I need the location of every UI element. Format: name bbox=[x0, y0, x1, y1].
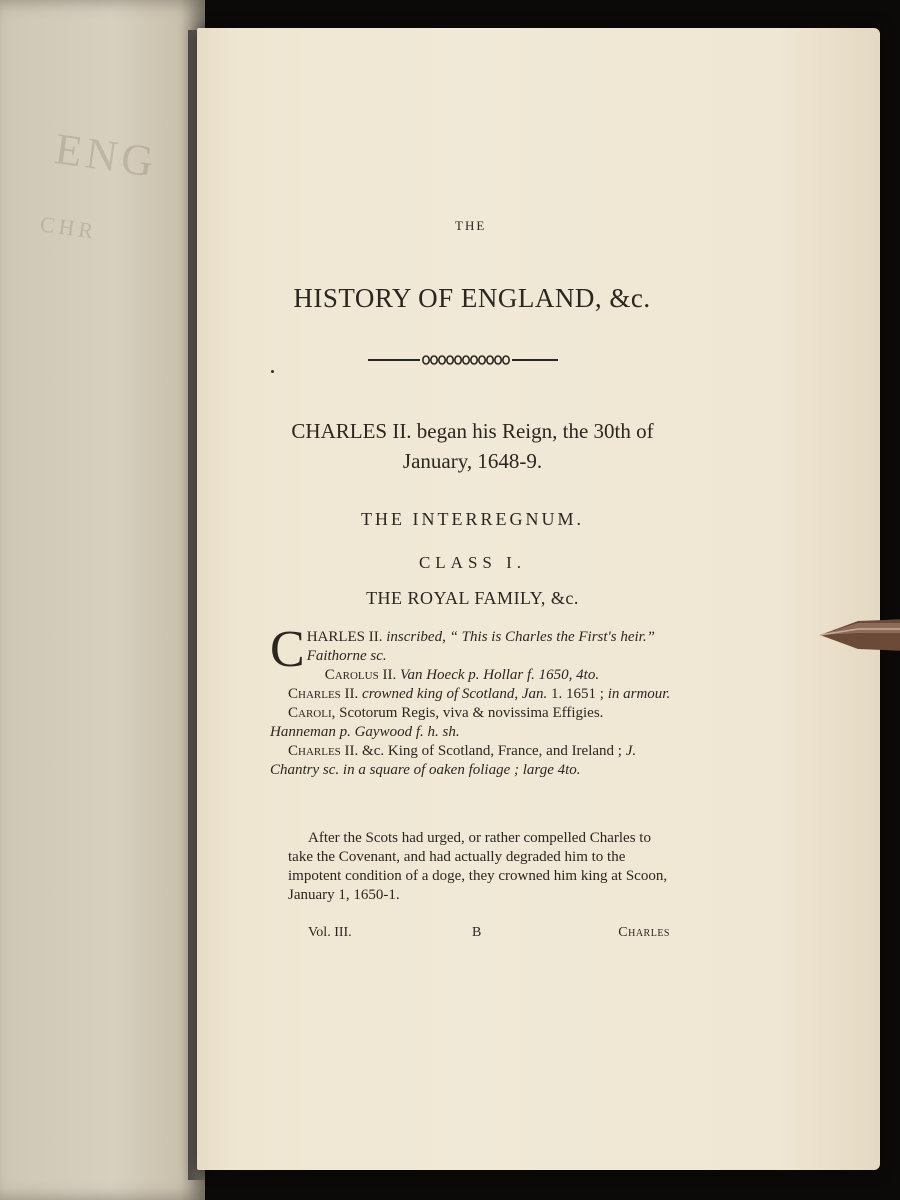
page-marker-icon bbox=[818, 615, 900, 655]
entry-2 bbox=[270, 666, 672, 685]
entry-date: 1. 1651 ; bbox=[551, 686, 604, 702]
section-heading: THE INTERREGNUM. bbox=[361, 509, 584, 529]
entry-3 bbox=[270, 685, 672, 704]
entry-description: Scotorum Regis, viva & novissima Effigies. bbox=[339, 705, 604, 721]
catchword: Charles bbox=[618, 925, 670, 940]
ink-dot bbox=[271, 370, 274, 373]
drop-cap: C bbox=[270, 621, 305, 678]
ornament-rule bbox=[368, 353, 558, 367]
entry-name: Charles II. bbox=[288, 743, 359, 759]
entry-name: Charles II. bbox=[288, 686, 359, 702]
volume-number: Vol. III. bbox=[308, 925, 352, 940]
class-heading: CLASS I. bbox=[418, 553, 527, 572]
narrative-paragraph: After the Scots had urged, or rather compelled Charles to take the Covenant, and had actually degraded him to the impotent condition of a doge, they crowned him king at Scoon, January 1, 1650-1. bbox=[288, 830, 668, 903]
left-page bbox=[0, 0, 205, 1200]
left-page-bleed-text: ENG bbox=[52, 124, 161, 187]
reign-heading bbox=[265, 416, 680, 476]
title-prefix: THE bbox=[455, 218, 487, 233]
subsection-heading: THE ROYAL FAMILY, &c. bbox=[366, 588, 579, 608]
reign-line-1: CHARLES II. began his Reign, the 30th of bbox=[291, 419, 654, 443]
portrait-entries bbox=[270, 621, 672, 780]
entry-note: Hanneman p. Gaywood f. h. sh. bbox=[270, 724, 460, 740]
entry-description: &c. King of Scotland, France, and Ireland ; bbox=[362, 743, 622, 759]
entry-description: crowned king of Scotland, Jan. bbox=[362, 686, 548, 702]
entry-name: Carolus II. bbox=[324, 667, 397, 683]
entry-note: in armour. bbox=[607, 686, 671, 702]
entry-4 bbox=[270, 704, 672, 742]
page-footer bbox=[290, 925, 670, 947]
entry-description: Van Hoeck p. Hollar f. 1650, 4to. bbox=[399, 667, 600, 683]
entry-note: J. Chantry sc. in a square of oaken foliage ; large 4to. bbox=[270, 743, 637, 778]
signature-mark: B bbox=[472, 925, 482, 940]
entry-name: Caroli, bbox=[288, 705, 336, 721]
entry-description: inscribed, “ This is Charles the First's heir.” Faithorne sc. bbox=[306, 629, 655, 664]
reign-line-2: January, 1648-9. bbox=[402, 449, 543, 473]
entry-name: HARLES II. bbox=[306, 629, 383, 645]
page-title: HISTORY OF ENGLAND, &c. bbox=[293, 283, 651, 313]
left-page-bleed-text: CHR bbox=[38, 211, 99, 244]
entry-5 bbox=[270, 742, 672, 780]
